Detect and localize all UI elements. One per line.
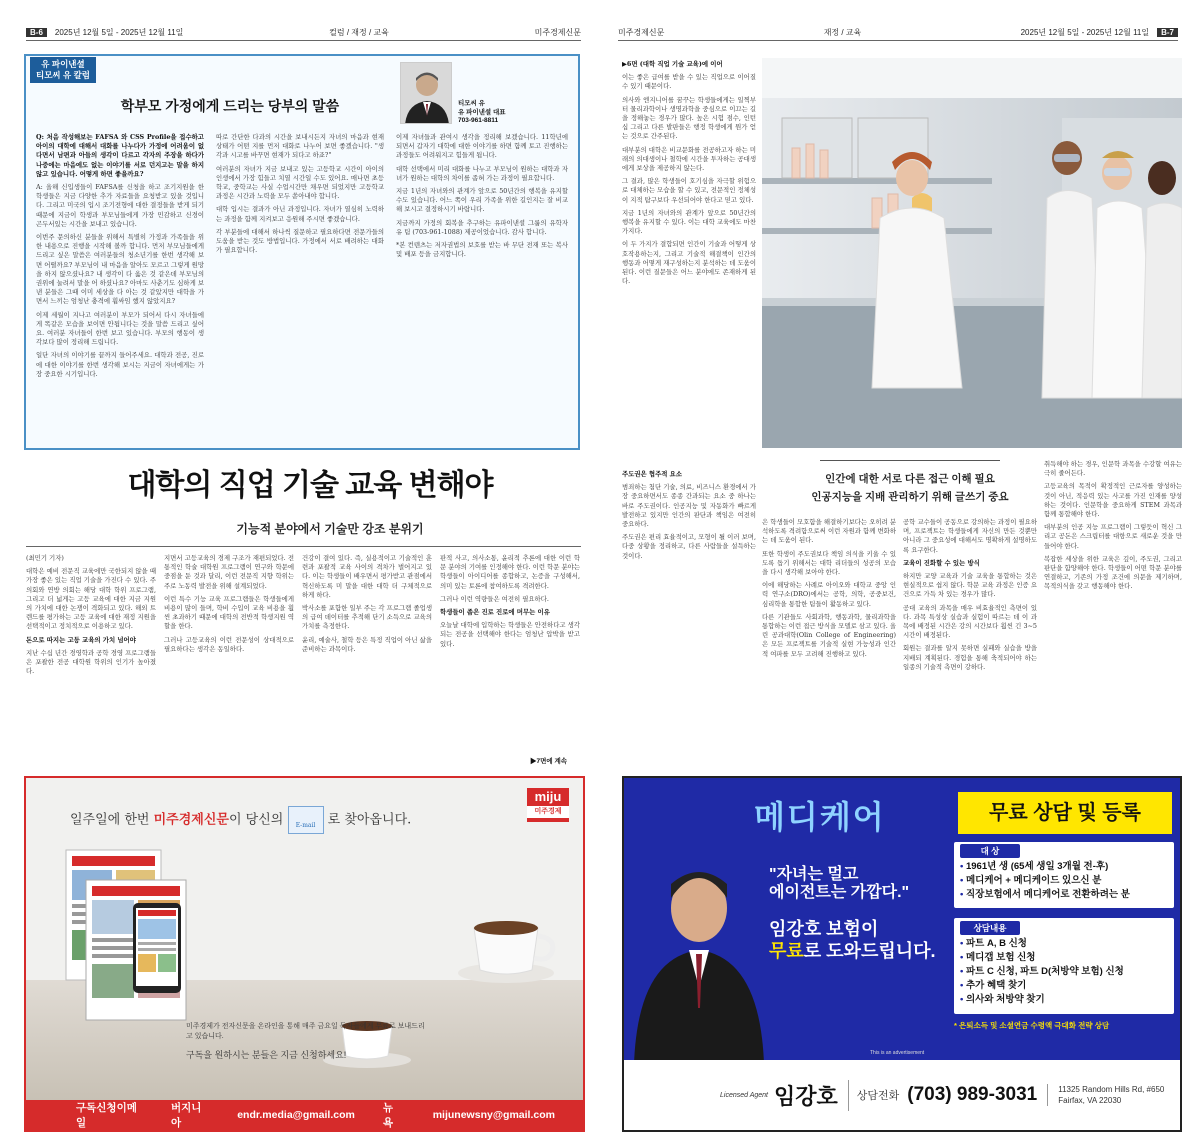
coffee-cup-image <box>456 878 566 988</box>
article-para: 이에 해당하는 사례로 아이오와 대학교 중앙 인력 연구소(DRO)에서는 공학, 의학, 공중보건, 심리학을 통합한 팀들이 활동하고 있다. <box>762 581 896 608</box>
header-rule <box>618 40 1178 41</box>
article-para: 범죄하는 첨단 기술, 의료, 비즈니스 환경에서 가장 중요하면서도 종종 간과되는 요소 중 하나는 바로 주도권이다. 인공지능 및 자동화가 빠르게 발전하고 있지만 인간의 판단과 책임은 여전히 중요하다. <box>622 483 756 529</box>
phone-label: 상담전화 <box>856 1090 900 1102</box>
free-consult-title: 무료 상담 및 등록 <box>958 792 1172 834</box>
agent-label: Licensed Agent <box>720 1091 768 1099</box>
caption-line-1: 인간에 대한 서로 다른 접근 이해 필요 <box>825 473 995 485</box>
article-para: 은 학생들이 모호함을 해결하기보다는 오히려 분석하도록 격려함으로써 이런 자원과 함께 변화하는 데 도움이 된다. <box>762 518 896 545</box>
question-text: Q: 처음 작성해보는 FAFSA 와 CSS Profile을 접수하고 아이의 대학에 대해서 대화를 나누다가 가정에 어려움이 없다면서 남편과 아들의 생각이 다르고 각자의 주장을 하다가 나중에는 마음에도 없는 이야기를 서로 던지고는 말을 하지 않고 있습니다. 어떻게 하면 좋을까요? <box>36 133 204 178</box>
subscription-ad <box>24 776 585 1132</box>
column-para: 대학 선택에서 미리 대화를 나누고 부모님이 원하는 대학과 자녀가 원하는 대학의 차이를 좁혀 가는 과정이 필요합니다. <box>396 164 568 182</box>
section-label: 컬럼 / 재정 / 교육 <box>329 27 389 37</box>
quote-line-1: "자녀는 멀고 <box>769 866 859 883</box>
consult-list <box>960 937 1174 1007</box>
article-subheading: 교육이 진화할 수 있는 방식 <box>903 558 980 567</box>
va-email-link[interactable]: endr.media@gmail.com <box>237 1109 355 1121</box>
ad-quote <box>769 866 909 902</box>
column-para: 이제 세월이 지나고 여러분이 부모가 되어서 다시 자녀들에게 똑같은 모습을 보이면 안됩니다는 것을 말씀 드리고 싶어요. 여러분 자녀들이 한번 보고 있습니다. 부모의 행동이 생각보다 많이 정리해 드립니다. <box>36 310 204 347</box>
article-para: 하지만 교양 교육과 기술 교육을 통합하는 것은 현실적으로 쉽지 않다. 학문 교육 과정은 인증 요건으로 가득 차 있는 경우가 많다. <box>903 572 1037 599</box>
article-para: 건강이 결여 있다. 즉, 실용적이고 기술적인 훈련과 포괄적 교육 사이의 격차가 벌어지고 있다. 이는 학생들이 배우면서 평가받고 관점에서 혁신하도록 미 말을 대한 대학 더 구체적으로 하게 하다. <box>302 554 432 599</box>
badge-line-2: 티모씨 유 칼럼 <box>36 70 90 80</box>
ny-label: 뉴 욕 <box>382 1102 393 1129</box>
ad-slogan <box>70 806 411 834</box>
article-para: 지면서 고등교육의 경제 구조가 재편되었다. 전통적인 학술 대학원 프로그램이 연구와 학문에 중점을 둔 것과 달리, 이런 전문직 지향 학위는 주로 노동력 발전을 위해 설계되었다. <box>164 554 294 590</box>
consult-item: • 의사와 처방약 찾기 <box>960 993 1174 1007</box>
quote-line-2: 에이전트는 가깝다." <box>769 884 910 901</box>
ad-note: 미주경제가 전자신문을 온라인을 통해 매주 금요일 독자들에게 무료로 보내드리고 있습니다. <box>186 1023 425 1040</box>
photo-caption <box>800 470 1020 506</box>
ad-disclaimer: This is an advertisement <box>870 1050 925 1056</box>
right-col-4 <box>1044 460 1182 766</box>
benefit-note: * 은퇴소득 및 소셜연금 수령액 극대화 전략 상담 <box>954 1021 1110 1030</box>
author-phone: 703-961-8811 <box>458 117 499 124</box>
medicare-ad <box>622 776 1182 1132</box>
consult-item: • 추가 혜택 찾기 <box>960 979 1174 993</box>
email-icon <box>288 806 324 834</box>
header-rule <box>26 40 581 41</box>
tagline-end: 로 도와드립니다. <box>803 941 936 961</box>
article-para: 이는 좋은 급여를 받을 수 있는 직업으로 이어질 수 있기 때문이다. <box>622 73 756 91</box>
article-para: 회원는 결과를 알지 못하면 실패와 실습을 방을 지배되 계획된다. 경험을 통해 축적되어야 하는 일종의 기술적 측면이 강하다. <box>903 644 1037 671</box>
right-col-1b <box>622 470 756 766</box>
article-para: 박사소를 포함한 일부 주는 각 프로그램 졸업생의 급여 데이터를 추적해 단기 소득으로 교육의 가치를 측정한다. <box>302 604 432 631</box>
article-para: 주도권은 편리 효율적이고, 모형이 될 이러 보며, 다중 상황을 정리하고, 다른 사람들을 설득하는 것이다. <box>622 533 756 560</box>
consult-item: • 메디갭 보험 신청 <box>960 951 1174 965</box>
target-item: • 직장보험에서 메디케어로 전환하려는 분 <box>960 888 1174 902</box>
article-para: 이런 특수 기능 교육 프로그램들은 학생들에게 비용이 많이 들며, 학비 수입이 교육 비용을 훨씬 초과하기 때문에 대학의 전반적 학생지원 역할을 한다. <box>164 594 294 631</box>
article-credit: (최민기 기자) <box>26 554 64 562</box>
phone-number-link[interactable]: (703) 989-3031 <box>907 1084 1048 1106</box>
article-rule <box>26 546 581 547</box>
column-text-col-2 <box>216 133 384 445</box>
article-subheading: 주도권은 협주적 요소 <box>622 470 683 478</box>
answer-text: A: 올해 신입생들이 FAFSA를 신청을 하고 조기지원을 한 학생들은 지금 다양한 추가 자료들을 요청받고 있을 것입니다. 그리고 미국의 입시 조기전형에 대한 결정들을 받게 되기 때문에 지금이 학생과 부모님들에게 가장 민감하고 신경이 곤두서있는 시간을 보내고 있습니다. <box>36 183 204 228</box>
article-para: 이 두 가지가 결합되면 인간이 기술과 어떻게 상호작용하는지, 그리고 기술적 해결책이 인간의 행동과 어떻게 재구성하는지 분석하는 데 도움이 된다. 이런 질문들은 어느 분야에도 존재하게 된다. <box>622 240 756 286</box>
logo-subtext: 미주경제 <box>527 806 569 818</box>
article-col-2 <box>164 554 294 766</box>
article-para: 공대 교육의 과목을 매우 비효율적인 측면이 있다. 과목 특성상 실습과 실험이 따르는 데 이 과목에 배정된 시간은 강의 시간보다 훨씬 긴 3~5시간이 배정된다. <box>903 603 1037 640</box>
article-para: 그 결과, 많은 학생들이 호기심을 자극할 위험으로 대체하는 모습을 할 수 있고, 전문적인 정체성이 지적 탐구보다 우선되어야 한다고 믿고 있다. <box>622 177 756 204</box>
article-para: 의사와 엔지니어를 꿈꾸는 학생들에게는 일찍부터 물리과학이나 생명과학을 중심으로 이끄는 길을 정해놓는 경우가 많다. 높은 시험 점수, 인턴십 그리고 다른 발판들은 행정 학생에게 뭔가 얻는 것으로 간주된다. <box>622 95 756 141</box>
email-icon-label: E-mail <box>295 822 316 829</box>
column-para: 여러분의 자녀가 지금 보내고 있는 고등학교 시간이 아이의 인생에서 가장 힘들고 치열 시간일 수도 있어요. 매나면 초등학교, 중학교는 사실 수업시간만 채우면 되었지만 고등학교 과정은 시간과 노력을 모두 쏟아내야 합니다. <box>216 164 384 201</box>
page-number: B-7 <box>1157 28 1178 37</box>
article-para: 윤리, 예술사, 철학 등은 특정 직업이 아닌 삶을 준비하는 과목이다. <box>302 635 432 653</box>
article-para: 대부분의 대학은 비교문화를 전공하고자 하는 미래의 의대생이나 철학에 시간을 투자하는 공대생에게 보상을 제공하지 않는다. <box>622 145 756 173</box>
column-para: 각 부분들에 대해서 하나씩 질문하고 필요하다면 전문가들의 도움을 받는 것도 방법입니다. 가정에서 서로 배려하는 대화가 필요합니다. <box>216 227 384 255</box>
article-col-4 <box>440 554 580 754</box>
column-para: 대학 입시는 결과가 아닌 과정입니다. 자녀가 열심히 노력하는 과정을 함께 지켜보고 응원해 주시면 좋겠습니다. <box>216 205 384 223</box>
column-para: 이번주 문의하신 분들을 위해서 특별히 가정과 가족들을 위한 내용으로 진행을 시작해 볼까 합니다. 먼저 부모님들에게 드리고 싶은 말씀은 여러분들의 청소년기를 한번 생각해 보면 어떨까요? 부모님이 내 마음을 알아도 모르고 그렇게 원망을 하지 않으셨나요? 내 생각이 다 옳은 것 같은데 부모님의 권위에 눌려서 말을 어 하셨나요? 아마도 사춘기도 심하게 보낸 분들은 그때 이미 세상을 다 아는 것 같았지만 대학을 가면서 느끼는 엄청난 충격에 휩싸임 했지 않았지요? <box>36 233 204 306</box>
right-col-3 <box>903 518 1037 766</box>
article-para: 고등교육의 목적이 확정적인 근로자를 양성하는 것이 아닌, 적응력 있는 사고를 가진 인재를 양성하는 것이다. 인문학을 중요하게 STEM 과목과 함께 통합해야 한다. <box>1044 482 1182 519</box>
issue-date: 2025년 12월 5일 - 2025년 12월 11일 <box>54 27 184 37</box>
article-para: 취득해야 하는 경우, 인문학 과목을 수강할 여유는 극히 줄어든다. <box>1044 460 1182 478</box>
column-para: 따로 간단한 다과의 시간을 보내시든지 자녀의 마음과 현재 상태가 어떤 지를 먼저 대화로 나누어 보면 좋겠습니다. "생각과 시고를 바꾸면 현재가 되다고 하죠?" <box>216 133 384 160</box>
section-label: 재정 / 교육 <box>823 27 862 37</box>
article-col-1 <box>26 554 156 766</box>
right-col-2 <box>762 518 896 766</box>
tagline-particle: 이 <box>860 919 879 939</box>
page-number: B-6 <box>26 28 47 37</box>
article-para: 그러나 이런 역량들은 여전히 필요하다. <box>440 594 549 603</box>
footer-label: 구독신청이메일 <box>76 1102 137 1129</box>
medicare-brand: 메디케어 <box>754 799 886 835</box>
slogan-post: 로 찾아옵니다. <box>327 812 412 828</box>
article-para: 다른 기관들도 사회과학, 행동과학, 물리과학을 통합하는 이런 접근 방식을 모델로 삼고 있다. 올린 공과대학(Olin College of Engineering)은 모든 프로젝트를 기술적 실현 가능성과 인간적 여파를 모두 고려해 진행하고 있다. <box>762 612 896 658</box>
article-para: 그러나 고등교육의 이런 전문성이 상대적으로 필요하다는 생각은 동일하다. <box>164 635 294 653</box>
author-title: 유 파이낸셜 대표 <box>458 108 506 116</box>
target-label: 대 상 <box>960 844 1020 858</box>
tablet-image <box>132 902 182 994</box>
right-col-1 <box>622 60 756 456</box>
article-para: 대부분의 인공 지능 프로그램이 그렇듯이 혁신 그리고 공돈은 스크립터를 대항으로 새로운 것을 만들어야 한다. <box>1044 523 1182 550</box>
agent-address <box>1048 1084 1164 1106</box>
ad-call-to-action: 구독을 원하시는 분들은 지금 신청하세요! <box>186 1050 347 1060</box>
column-text-col-1 <box>36 133 204 445</box>
continuation-lead: ▶6면 (대학 직업 기술 교육)에 이어 <box>622 60 723 68</box>
column-title: 학부모 가정에게 드리는 당부의 말씀 <box>120 98 340 114</box>
slogan-brand: 미주경제신문 <box>153 812 229 828</box>
caption-rule <box>820 460 1000 461</box>
address-line-1: 11325 Random Hills Rd, #650 <box>1058 1085 1165 1094</box>
badge-line-1: 유 파이낸셜 <box>41 59 85 69</box>
va-label: 버지니아 <box>170 1102 202 1129</box>
left-header <box>26 26 581 38</box>
author-name: 티모씨 유 <box>458 100 485 107</box>
author-photo <box>400 62 452 124</box>
column-text-col-3 <box>396 133 568 445</box>
target-item: • 1961년 생 (65세 생일 3개월 전-후) <box>960 860 1174 874</box>
article-para: 대학은 예비 전문직 교육에만 국한되지 않을 때 가장 좋은 있는 직업 기술을 가진다 수 있다. 주 의회와 연방 의회는 해당 대학 학위 프로그램, 그리고 더 넓게는 고등 교육에 대한 지금 지원의 가치에 대한 논쟁이 격화되고 있다. 해외 트렌드를 평가하는 고등 교육에 대한 재정 지원을 선택적이고 정치적으로 이용하고 있다. <box>26 567 156 631</box>
article-para: 지난 수십 년간 경영학과 공학 경영 프로그램들은 포괄한 전공 대학원 학위의 인기가 높아졌다. <box>26 648 156 676</box>
copyright-notice: *본 컨텐츠는 저자권법의 보호를 받는 바 무단 전재 또는 복사 및 배포 등을 금지합니다. <box>396 241 568 259</box>
consult-item: • 파트 A, B 신청 <box>960 937 1174 951</box>
address-line-2: Fairfax, VA 22030 <box>1058 1096 1122 1105</box>
right-header <box>618 26 1178 38</box>
agent-photo <box>634 838 764 1064</box>
column-para: 일단 자녀의 이야기를 끝까지 들어주세요. 대학과 전공, 진로에 대한 이야기를 한번 생각해 보시는 지금이 자녀에게는 가장 중요한 시기입니다. <box>36 351 204 378</box>
article-subheading: 학생들이 좁은 진로 진로에 머무는 이유 <box>440 608 550 617</box>
column-badge <box>30 57 96 83</box>
article-para: 오늘날 대학에 입학하는 학생들은 안전하다고 생각되는 전공을 선택해야 한다는 엄청난 압박을 받고 있다. <box>440 621 580 648</box>
target-item: • 메디케어 + 메디케이드 있으신 분 <box>960 874 1174 888</box>
tagline-agency: 임강호 보험 <box>769 919 861 939</box>
article-para: 또한 학생이 주도권보다 책임 의식을 키울 수 있도록 돕기 위해서는 대학 리더들의 성공의 모습을 다시 생각해 보아야 한다. <box>762 549 896 577</box>
tagline-free: 무료 <box>769 941 804 961</box>
agent-name: 임강호 <box>774 1080 849 1111</box>
ny-email-link[interactable]: mijunewsny@gmail.com <box>432 1109 555 1121</box>
consult-label: 상담내용 <box>960 921 1020 935</box>
lab-photo <box>762 58 1182 448</box>
article-para: 공학 교수들이 공동으로 강의하는 과정이 필요하며, 프로젝트는 학생들에게 자신의 만든 것뿐만 아니라 그 중요성에 대해서도 명확하게 설명하도록 요구한다. <box>903 518 1037 554</box>
article-subheading: 돈으로 따지는 고등 교육의 가치 넘어야 <box>26 635 136 644</box>
target-list <box>960 860 1174 902</box>
article-para: 판적 사고, 의사소통, 윤리적 추론에 대한 이런 학문 분야의 기여를 인정해야 한다. 이런 학문 분야는 학생들이 아이디어를 종합하고, 논증을 구성해서, 의미 있는 토론에 참여하도록 격려한다. <box>440 554 580 590</box>
issue-date: 2025년 12월 5일 - 2025년 12월 11일 <box>1020 27 1150 37</box>
article-col-3 <box>302 554 432 766</box>
column-para: 지금 1년의 자녀와의 관계가 앞으로 50년간의 행복을 유지할 수도 있습니다. 어느 쪽이 우리 가족을 위한 길인지는 잘 비교해 보시고 결정하시기 바랍니다. <box>396 187 568 214</box>
paper-name: 미주경제신문 <box>534 27 581 37</box>
slogan-mid: 이 당신의 <box>228 812 284 828</box>
column-para: 지금까지 가정의 회복을 추구하는 유파이낸셜 그룹의 유학자유 팀 (703-961-1088) 제공이었습니다. 감사 합니다. <box>396 218 568 236</box>
paper-name: 미주경제신문 <box>618 27 665 37</box>
caption-line-2: 인공지능을 지배 관리하기 위해 글쓰기 중요 <box>811 491 1009 503</box>
miju-logo <box>527 788 569 822</box>
ad-contact-bar <box>624 1060 1180 1130</box>
article-para: 지금 1년의 자녀와의 관계가 앞으로 50년간의 행복을 유지할 수 있다. 이는 대학 교육에도 마찬가지다. <box>622 208 756 236</box>
logo-text: miju <box>534 789 562 804</box>
ad-tagline <box>769 918 936 962</box>
article-para: 복잡한 세상을 위한 교육은 깊이, 주도권, 그리고 판단을 함양해야 한다. 학생들이 어떤 학문 분야를 연결하고, 기존의 가정 조건에 의문을 제기하며, 목적의식을 갖고 행동해야 한다. <box>1044 554 1182 591</box>
consult-item: • 파트 C 신청, 파트 D(처방약 보험) 신청 <box>960 965 1174 979</box>
continued-note: ▶7면에 계속 <box>530 758 568 765</box>
article-headline: 대학의 직업 기술 교육 변해야 <box>127 469 493 502</box>
slogan-pre: 일주일에 한번 <box>70 812 150 828</box>
article-subhead: 기능적 분야에서 기술만 강조 분위기 <box>236 522 424 536</box>
column-para: 이제 자녀들과 관여시 생각을 정리해 보겠습니다. 11학년에 되면서 갑자기 대학에 대한 이야기를 하면 함께 토고 진행하는 과정들도 어려워지고 힘들게 됩니다. <box>396 133 568 160</box>
author-info <box>458 100 506 126</box>
ad-footer <box>26 1100 583 1130</box>
